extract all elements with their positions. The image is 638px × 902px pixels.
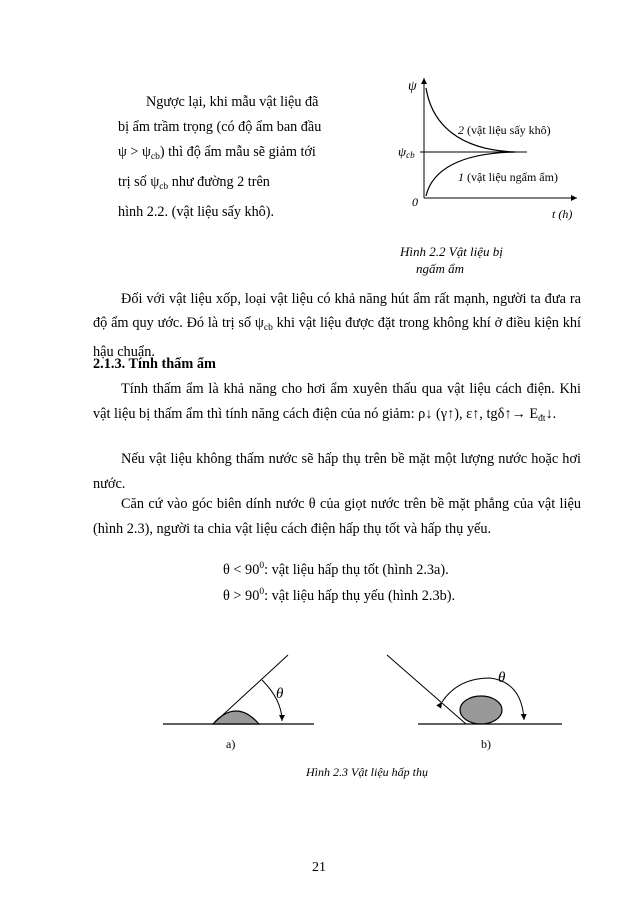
figure-2-2: [0, 0, 638, 290]
paragraph-porous-materials: Đối với vật liệu xốp, loại vật liệu có khả năng hút ẩm rất mạnh, người ta đưa ra độ ẩm quy ước. Đó là trị số $\psi_{cb}$ khi vật liệu được đặt trong không khí ở điều kiện khí hậu chuẩn.: [93, 291, 581, 360]
x-axis-label: t (h): [552, 207, 573, 221]
intro-line-3: $\psi > \psi_{cb}$) thì độ ẩm mẫu sẽ giảm tới: [118, 144, 316, 162]
intro-line-1: Ngược lại, khi mẫu vật liệu đã: [146, 94, 319, 110]
figure-2-2-caption-2: ngấm ẩm: [416, 261, 465, 276]
intro-line-2: bị ẩm trầm trọng (có độ ẩm ban đầu: [118, 119, 322, 135]
label-b: b): [481, 737, 491, 751]
figure-2-3-caption: Hình 2.3 Vật liệu hấp thụ: [306, 765, 428, 779]
y-axis-label: ψ: [408, 79, 417, 94]
label-a: a): [226, 737, 236, 751]
condition-poor-absorption: $\theta > 90^0$: vật liệu hấp thụ yếu (hình 2.3b).: [223, 587, 456, 604]
curve-2-label: 2 (vật liệu sấy khô): [458, 123, 551, 137]
theta-label-a: θ: [276, 686, 284, 702]
intro-line-4: trị số $\psi_{cb}$ như đường 2 trên: [118, 174, 270, 192]
droplet-b: [460, 696, 502, 724]
figure-2-3: [0, 640, 638, 790]
theta-label-b: θ: [498, 670, 506, 686]
figure-2-2-caption-1: Hình 2.2 Vật liệu bị: [400, 244, 503, 259]
paragraph-permeability: Tính thấm ẩm là khả năng cho hơi ẩm xuyên thấu qua vật liệu cách điện. Khi vật liệu bị thấm ẩm thì tính năng cách điện của nó giảm: ρ↓ (γ↑), ε↑, tgδ↑→ $E_{đt}↓$.: [93, 381, 581, 424]
curve-2-drying: [426, 88, 515, 152]
intro-line-5: hình 2.2. (vật liệu sấy khô).: [118, 204, 275, 220]
psi-cb-label: ψcb: [398, 144, 415, 160]
page-number: 21: [312, 860, 326, 875]
paragraph-surface-water: Nếu vật liệu không thấm nước sẽ hấp thụ trên bề mặt một lượng nước hoặc hơi nước.: [93, 451, 581, 492]
origin-label: 0: [412, 195, 418, 209]
curve-1-label: 1 (vật liệu ngấm ẩm): [458, 170, 558, 184]
paragraph-contact-angle: Căn cứ vào góc biên dính nước θ của giọt nước trên bề mặt phẳng của vật liệu (hình 2.3), người ta chia vật liệu cách điện hấp thụ tốt và hấp thụ yếu.: [93, 496, 581, 537]
condition-good-absorption: $\theta < 90^0$: vật liệu hấp thụ tốt (hình 2.3a).: [223, 561, 449, 578]
section-heading: 2.1.3. Tính thấm ẩm: [93, 356, 216, 372]
